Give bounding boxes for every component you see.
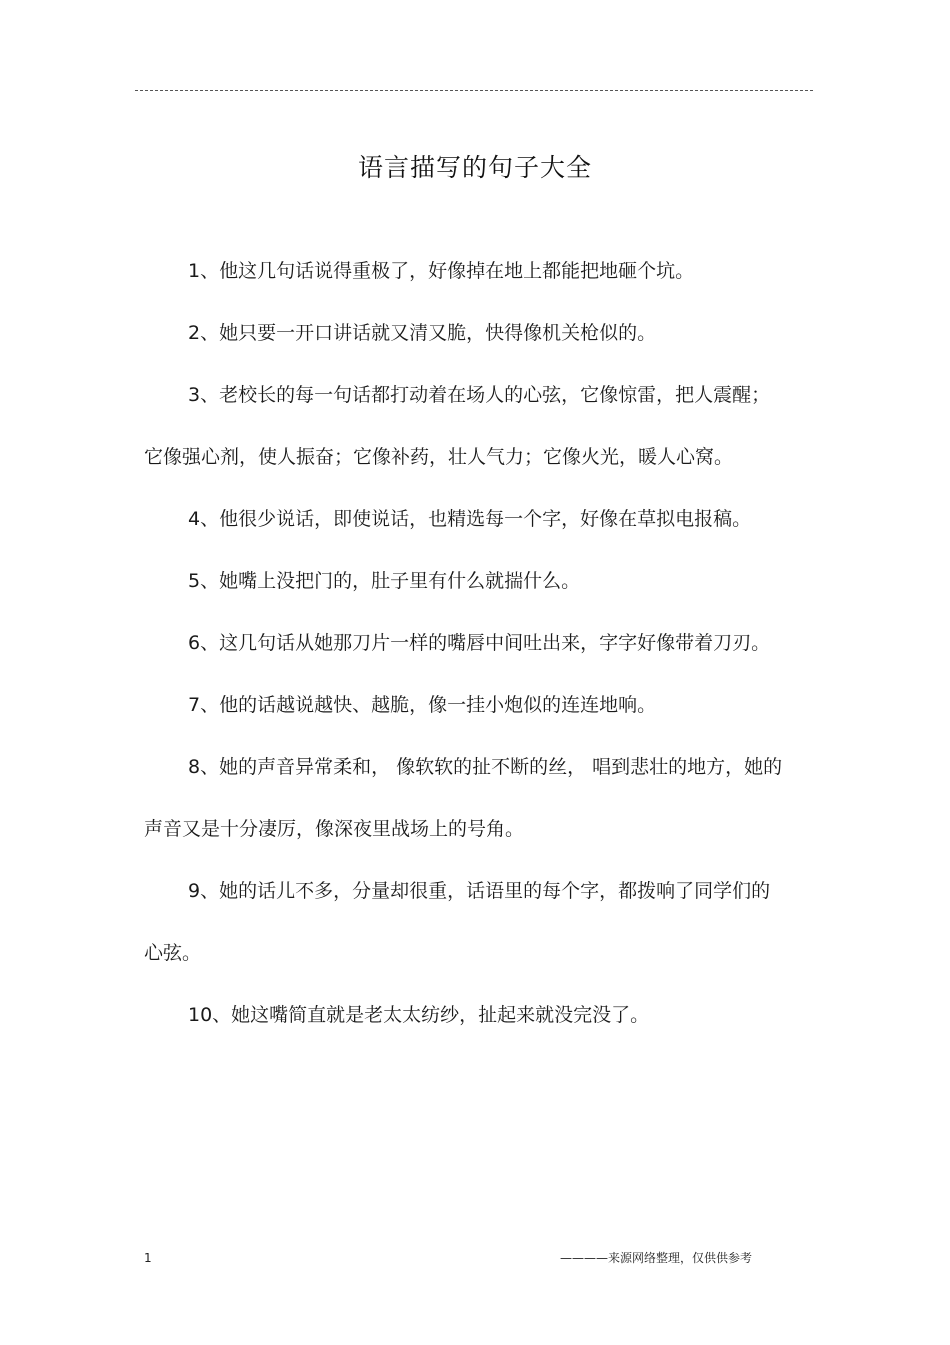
paragraph-2: 2、她只要一开口讲话就又清又脆，快得像机关枪似的。: [188, 322, 657, 344]
paragraph-6: 6、这几句话从她那刀片一样的嘴唇中间吐出来，字字好像带着刀刃。: [188, 632, 771, 654]
page-number: 1: [144, 1251, 152, 1265]
paragraph-7: 7、他的话越说越快、越脆，像一挂小炮似的连连地响。: [188, 694, 657, 716]
paragraph-5: 5、她嘴上没把门的，肚子里有什么就揣什么。: [188, 570, 581, 592]
header-divider: [135, 90, 813, 91]
paragraph-9: 9、她的话儿不多，分量却很重，话语里的每个字，都拨响了同学们的心弦。: [144, 880, 771, 964]
document-body: [144, 240, 784, 1046]
paragraph-1: 1、他这几句话说得重极了，好像掉在地上都能把地砸个坑。: [188, 260, 695, 282]
paragraph-4: 4、他很少说话，即使说话，也精选每一个字，好像在草拟电报稿。: [188, 508, 752, 530]
footer-source-note: ————来源网络整理，仅供供参考: [559, 1251, 752, 1265]
paragraph-8: 8、她的声音异常柔和， 像软软的扯不断的丝， 唱到悲壮的地方，她的声音又是十分凄厉，像深夜里战场上的号角。: [144, 756, 783, 840]
page-title: 语言描写的句子大全: [357, 153, 592, 182]
paragraph-10: 10、她这嘴简直就是老太太纺纱，扯起来就没完没了。: [188, 1004, 650, 1026]
paragraph-3: 3、老校长的每一句话都打动着在场人的心弦，它像惊雷，把人震醒；它像强心剂，使人振奋；它像补药，壮人气力；它像火光，暖人心窝。: [144, 384, 771, 468]
